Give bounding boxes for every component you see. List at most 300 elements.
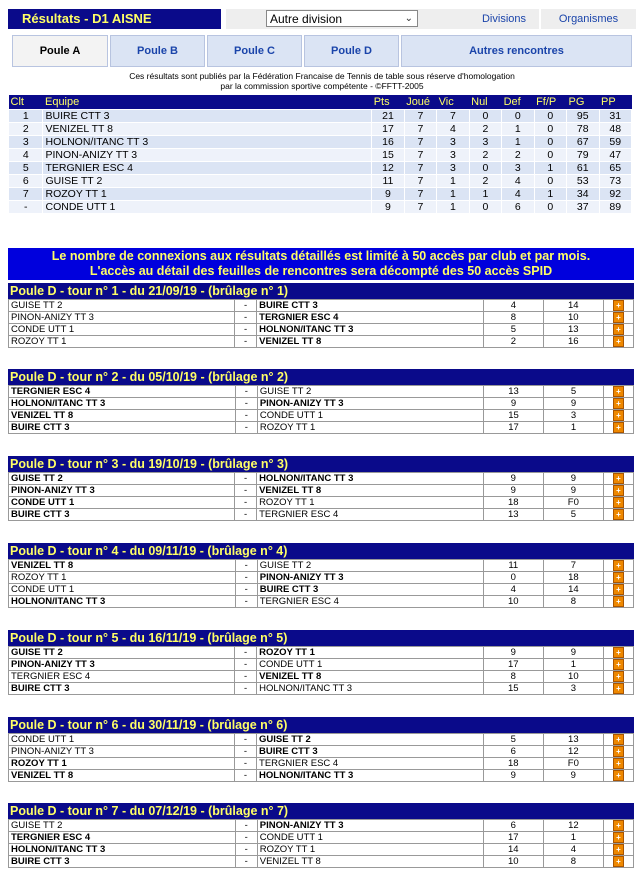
plus-icon[interactable]: + [613,410,624,421]
tab-poule-d[interactable]: Poule D [304,35,399,67]
match-detail-cell [603,844,633,856]
away-score: 1 [543,832,603,844]
versus-separator: - [235,596,257,608]
match-detail-cell [603,734,633,746]
table-cell: 0 [469,162,501,175]
round-matches-table [8,819,634,868]
home-team: BUIRE CTT 3 [9,856,236,868]
away-score: 14 [543,300,603,312]
link-divisions[interactable]: Divisions [469,9,539,29]
away-team: TERGNIER ESC 4 [257,596,483,608]
table-cell: 1 [9,110,43,123]
home-team: HOLNON/ITANC TT 3 [9,398,236,410]
table-cell: 4 [502,188,534,201]
tab-poule-c[interactable]: Poule C [207,35,302,67]
away-score: 1 [543,659,603,671]
away-score: 7 [543,560,603,572]
home-score: 11 [483,560,543,572]
away-team: CONDE UTT 1 [257,659,484,671]
table-cell: 3 [437,136,469,149]
round-title: Poule D - tour n° 1 - du 21/09/19 - (brûlage n° 1) [8,283,634,299]
away-score: 9 [543,473,603,485]
match-row [9,671,634,683]
table-cell: 1 [534,188,566,201]
match-row [9,659,634,671]
match-row [9,509,634,521]
table-cell: 6 [502,201,534,214]
versus-separator: - [235,832,257,844]
away-score: 4 [543,844,603,856]
plus-icon[interactable]: + [613,485,624,496]
table-cell: 1 [437,188,469,201]
versus-separator: - [235,572,257,584]
versus-separator: - [235,324,257,336]
away-team: HOLNON/ITANC TT 3 [257,473,484,485]
away-score: 3 [544,410,604,422]
versus-separator: - [235,671,257,683]
round-section [8,456,634,521]
versus-separator: - [234,758,256,770]
home-team: TERGNIER ESC 4 [9,386,236,398]
plus-icon[interactable]: + [613,560,624,571]
round-matches-table [8,646,634,695]
match-detail-cell [603,398,633,410]
table-cell: 2 [9,123,43,136]
round-title: Poule D - tour n° 5 - du 16/11/19 - (brûlage n° 5) [8,630,634,646]
home-score: 17 [483,659,543,671]
home-score: 4 [483,300,543,312]
versus-separator: - [235,820,257,832]
home-team: PINON-ANIZY TT 3 [9,746,235,758]
plus-icon[interactable]: + [613,398,624,409]
match-detail-cell [603,300,633,312]
match-row [9,758,634,770]
match-detail-cell [603,596,633,608]
away-score: 12 [543,746,603,758]
plus-icon[interactable]: + [613,671,624,682]
round-title: Poule D - tour n° 3 - du 19/10/19 - (brûlage n° 3) [8,456,634,472]
table-cell: 7 [404,188,436,201]
team-name: GUISE TT 2 [43,175,372,188]
table-cell: 7 [404,175,436,188]
table-cell: 89 [599,201,632,214]
home-score: 6 [483,820,543,832]
notice-line-2: par la commission sportive compétente - ©FFTT-2005 [220,81,424,91]
table-cell: 61 [567,162,599,175]
plus-icon[interactable]: + [613,422,624,433]
table-cell: 0 [469,201,501,214]
team-name: CONDE UTT 1 [43,201,372,214]
match-row [9,336,634,348]
away-score: F0 [543,758,603,770]
round-matches-table [8,472,634,521]
classification-table [8,95,632,214]
col-header-nul: Nul [469,95,501,110]
table-cell: 34 [567,188,599,201]
division-select[interactable] [266,10,418,27]
match-row [9,572,634,584]
home-score: 9 [483,647,543,659]
home-score: 9 [483,485,543,497]
home-team: CONDE UTT 1 [9,497,235,509]
match-detail-cell [603,336,633,348]
table-cell: 1 [534,162,566,175]
match-detail-cell [603,324,633,336]
match-detail-cell [603,410,633,422]
table-cell: 7 [404,123,436,136]
match-row [9,300,634,312]
table-cell: 92 [599,188,632,201]
match-detail-cell [603,820,633,832]
table-row [9,175,632,188]
table-cell: 17 [372,123,404,136]
top-bar [8,9,636,29]
home-team: BUIRE CTT 3 [9,683,235,695]
round-matches-table [8,299,634,348]
versus-separator: - [235,844,257,856]
away-score: F0 [543,497,603,509]
round-title: Poule D - tour n° 6 - du 30/11/19 - (brûlage n° 6) [8,717,634,733]
table-cell: 3 [502,162,534,175]
table-cell: 79 [567,149,599,162]
match-detail-cell [603,497,633,509]
match-detail-cell [603,473,633,485]
match-row [9,485,634,497]
home-team: TERGNIER ESC 4 [9,671,235,683]
match-row [9,844,634,856]
table-cell: 2 [469,123,501,136]
home-team: TERGNIER ESC 4 [9,832,236,844]
match-row [9,560,634,572]
versus-separator: - [235,659,257,671]
match-detail-cell [603,584,633,596]
away-team: BUIRE CTT 3 [257,584,483,596]
plus-icon[interactable]: + [613,324,624,335]
plus-icon[interactable]: + [613,300,624,311]
table-cell: 7 [404,162,436,175]
home-score: 8 [483,312,543,324]
table-cell: 2 [502,149,534,162]
table-cell: 3 [437,149,469,162]
round-section [8,717,634,782]
plus-icon[interactable]: + [613,572,624,583]
table-cell: 4 [502,175,534,188]
away-team: ROZOY TT 1 [257,844,483,856]
away-score: 9 [543,770,603,782]
home-team: HOLNON/ITANC TT 3 [9,596,236,608]
away-score: 14 [543,584,603,596]
home-score: 8 [483,671,543,683]
tab-poule-b[interactable]: Poule B [110,35,205,67]
table-cell: 47 [599,149,632,162]
table-cell: 7 [9,188,43,201]
home-team: HOLNON/ITANC TT 3 [9,844,236,856]
home-score: 18 [483,497,543,509]
match-detail-cell [603,856,633,868]
table-cell: 37 [567,201,599,214]
plus-icon[interactable]: + [613,746,624,757]
plus-icon[interactable]: + [613,758,624,769]
home-team: PINON-ANIZY TT 3 [9,485,235,497]
match-row [9,584,634,596]
home-team: CONDE UTT 1 [9,734,235,746]
match-row [9,497,634,509]
match-detail-cell [603,572,633,584]
classification-header-row [9,95,632,110]
table-cell: 0 [502,110,534,123]
col-header-def: Def [502,95,534,110]
home-team: VENIZEL TT 8 [9,560,236,572]
match-row [9,398,634,410]
table-cell: 53 [567,175,599,188]
match-row [9,324,634,336]
round-title: Poule D - tour n° 2 - du 05/10/19 - (brûlage n° 2) [8,369,634,385]
plus-icon[interactable]: + [613,844,624,855]
home-score: 17 [483,422,543,434]
home-team: CONDE UTT 1 [9,324,235,336]
versus-separator: - [235,410,257,422]
away-team: ROZOY TT 1 [257,647,484,659]
away-team: PINON-ANIZY TT 3 [257,572,483,584]
away-score: 5 [544,386,604,398]
table-cell: 1 [502,123,534,136]
versus-separator: - [235,560,257,572]
match-detail-cell [603,509,633,521]
table-cell: 1 [502,136,534,149]
away-score: 8 [543,596,603,608]
col-header-pp: PP [599,95,632,110]
versus-separator: - [235,300,257,312]
home-team: GUISE TT 2 [9,820,236,832]
pool-tabs [8,35,636,67]
plus-icon[interactable]: + [613,659,624,670]
away-score: 10 [543,671,603,683]
plus-icon[interactable]: + [613,770,624,781]
plus-icon[interactable]: + [613,832,624,843]
match-row [9,832,634,844]
table-cell: 3 [437,162,469,175]
plus-icon[interactable]: + [613,856,624,867]
link-organismes[interactable]: Organismes [541,9,636,29]
home-score: 2 [483,336,543,348]
home-score: 10 [483,856,543,868]
match-detail-cell [603,746,633,758]
table-cell: 6 [9,175,43,188]
home-team: PINON-ANIZY TT 3 [9,312,235,324]
match-row [9,422,634,434]
plus-icon[interactable]: + [613,584,624,595]
match-detail-cell [603,758,633,770]
versus-separator: - [234,734,256,746]
table-cell: 0 [534,136,566,149]
versus-separator: - [235,584,257,596]
match-row [9,746,634,758]
home-score: 0 [483,572,543,584]
plus-icon[interactable]: + [613,734,624,745]
team-name: PINON-ANIZY TT 3 [43,149,372,162]
away-team: TERGNIER ESC 4 [257,509,484,521]
plus-icon[interactable]: + [613,509,624,520]
away-team: HOLNON/ITANC TT 3 [257,683,484,695]
division-select-wrap [226,9,476,29]
col-header-pg: PG [567,95,599,110]
team-name: ROZOY TT 1 [43,188,372,201]
table-cell: 7 [404,110,436,123]
away-team: GUISE TT 2 [257,386,483,398]
versus-separator: - [235,312,257,324]
match-row [9,386,634,398]
table-cell: 1 [469,188,501,201]
match-row [9,473,634,485]
table-cell: 7 [404,149,436,162]
table-row [9,201,632,214]
col-header-equipe: Equipe [43,95,372,110]
plus-icon[interactable]: + [613,386,624,397]
home-team: BUIRE CTT 3 [9,509,235,521]
match-detail-cell [603,560,633,572]
home-team: ROZOY TT 1 [9,758,235,770]
home-score: 10 [483,596,543,608]
versus-separator: - [234,473,256,485]
table-cell: 7 [437,110,469,123]
table-cell: 9 [372,201,404,214]
plus-icon[interactable]: + [613,683,624,694]
table-cell: 95 [567,110,599,123]
match-row [9,856,634,868]
tab-poule-a[interactable]: Poule A [12,35,108,67]
match-row [9,734,634,746]
away-score: 9 [544,398,604,410]
away-team: GUISE TT 2 [257,560,483,572]
away-score: 13 [543,734,603,746]
team-name: HOLNON/ITANC TT 3 [43,136,372,149]
away-team: VENIZEL TT 8 [257,485,484,497]
versus-separator: - [235,647,257,659]
home-score: 13 [483,509,543,521]
team-name: BUIRE CTT 3 [43,110,372,123]
table-cell: 73 [599,175,632,188]
away-score: 1 [544,422,604,434]
table-cell: 1 [437,175,469,188]
home-team: GUISE TT 2 [9,647,235,659]
home-score: 6 [483,746,543,758]
home-team: PINON-ANIZY TT 3 [9,659,235,671]
table-cell: 7 [404,136,436,149]
home-score: 14 [483,844,543,856]
match-detail-cell [603,683,633,695]
versus-separator: - [234,746,256,758]
plus-icon[interactable]: + [613,820,624,831]
round-section [8,283,634,348]
match-detail-cell [603,312,633,324]
home-team: GUISE TT 2 [9,473,235,485]
col-header-ffp: Ff/P [534,95,566,110]
plus-icon[interactable]: + [613,336,624,347]
away-team: TERGNIER ESC 4 [257,758,484,770]
home-score: 15 [483,410,543,422]
table-cell: 67 [567,136,599,149]
away-score: 9 [543,485,603,497]
versus-separator: - [234,485,256,497]
table-cell: 78 [567,123,599,136]
home-score: 13 [483,386,543,398]
plus-icon[interactable]: + [613,647,624,658]
table-cell: 0 [534,149,566,162]
table-cell: 1 [437,201,469,214]
away-team: GUISE TT 2 [257,734,484,746]
round-section [8,369,634,434]
plus-icon[interactable]: + [613,497,624,508]
match-detail-cell [603,770,633,782]
away-team: PINON-ANIZY TT 3 [257,398,483,410]
away-team: VENIZEL TT 8 [257,671,484,683]
home-score: 4 [483,584,543,596]
away-score: 8 [543,856,603,868]
tab-autres-rencontres[interactable]: Autres rencontres [401,35,632,67]
round-section [8,630,634,695]
versus-separator: - [235,398,257,410]
home-score: 9 [483,473,543,485]
plus-icon[interactable]: + [613,473,624,484]
table-row [9,110,632,123]
away-score: 9 [543,647,603,659]
table-cell: 7 [404,201,436,214]
away-team: HOLNON/ITANC TT 3 [257,324,484,336]
table-cell: 0 [534,175,566,188]
table-row [9,149,632,162]
versus-separator: - [235,422,257,434]
plus-icon[interactable]: + [613,312,624,323]
away-score: 5 [543,509,603,521]
plus-icon[interactable]: + [613,596,624,607]
table-cell: 0 [534,110,566,123]
table-cell: 9 [372,188,404,201]
versus-separator: - [234,497,256,509]
away-team: ROZOY TT 1 [257,497,484,509]
home-team: ROZOY TT 1 [9,336,235,348]
col-header-vic: Vic [437,95,469,110]
table-cell: 48 [599,123,632,136]
match-detail-cell [603,422,633,434]
match-detail-cell [603,659,633,671]
home-score: 18 [483,758,543,770]
match-row [9,312,634,324]
away-team: BUIRE CTT 3 [257,746,484,758]
away-team: ROZOY TT 1 [257,422,483,434]
table-cell: 21 [372,110,404,123]
round-title: Poule D - tour n° 7 - du 07/12/19 - (brûlage n° 7) [8,803,634,819]
away-team: CONDE UTT 1 [257,410,483,422]
home-score: 9 [483,770,543,782]
match-detail-cell [603,671,633,683]
match-row [9,820,634,832]
away-score: 12 [543,820,603,832]
table-cell: 5 [9,162,43,175]
away-team: VENIZEL TT 8 [257,336,484,348]
table-row [9,188,632,201]
match-detail-cell [603,485,633,497]
versus-separator: - [235,336,257,348]
team-name: VENIZEL TT 8 [43,123,372,136]
away-team: VENIZEL TT 8 [257,856,483,868]
table-cell: 3 [469,136,501,149]
round-matches-table [8,733,634,782]
versus-separator: - [234,770,256,782]
away-score: 3 [543,683,603,695]
away-team: CONDE UTT 1 [257,832,483,844]
home-score: 9 [483,398,543,410]
table-cell: 0 [534,123,566,136]
